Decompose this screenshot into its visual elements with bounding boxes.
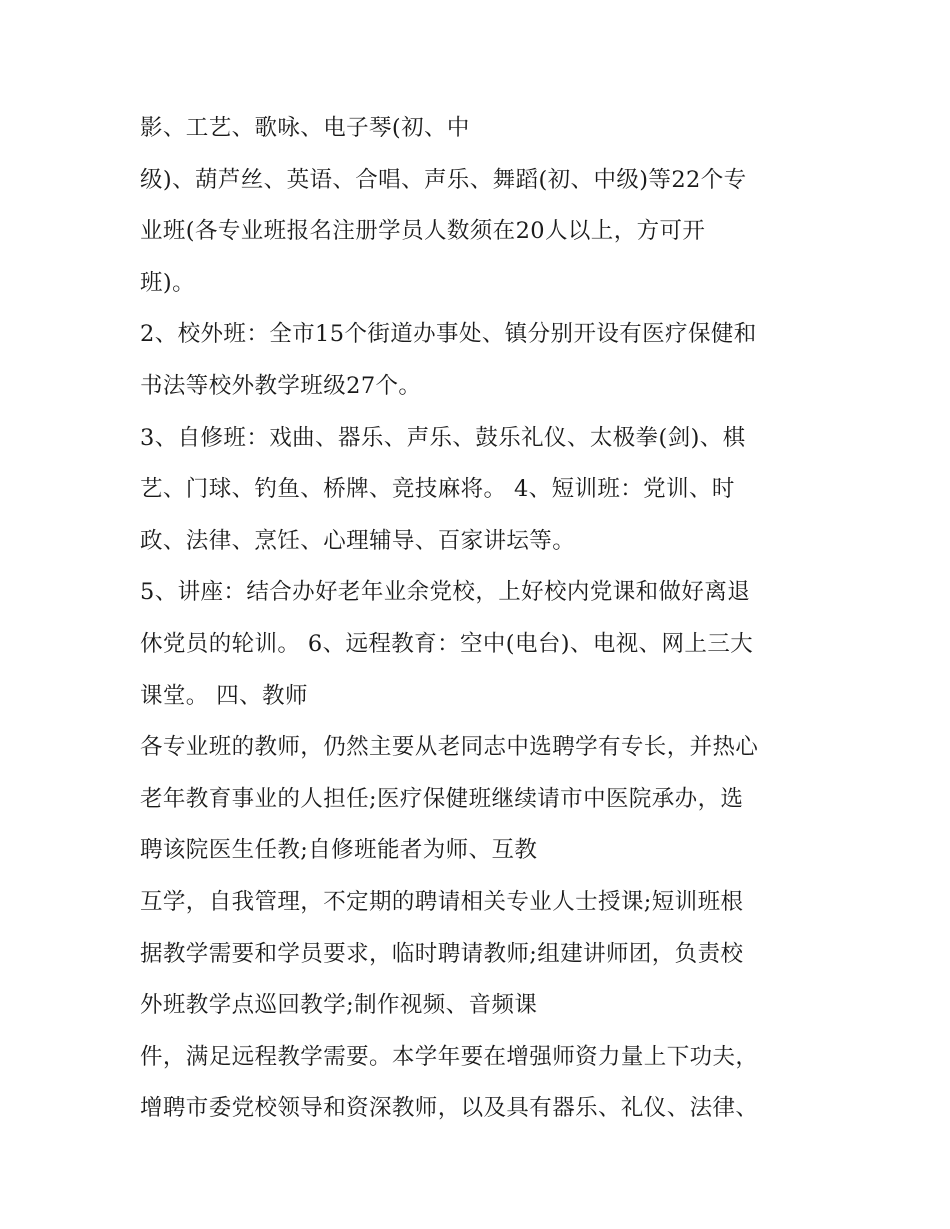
text-line: 件，满足远程教学需要。本学年要在增强师资力量上下功夫， [140,1043,759,1070]
text-line: 各专业班的教师，仍然主要从老同志中选聘学有专长，并热心 [140,734,759,761]
text-line: 外班教学点巡回教学;制作视频、音频课 [140,992,538,1019]
text-line: 增聘市委党校领导和资深教师，以及具有器乐、礼仪、法律、 [140,1095,759,1122]
text-line: 互学，自我管理，不定期的聘请相关专业人士授课;短训班根 [140,888,744,915]
text-line: 班)。 [140,269,195,296]
text-line: 艺、门球、钓鱼、桥牌、竞技麻将。 4、短训班：党训、时 [140,476,735,503]
text-line: 5、讲座：结合办好老年业余党校，上好校内党课和做好离退 [140,579,751,606]
text-line: 老年教育事业的人担任;医疗保健班继续请市中医院承办，选 [140,785,744,812]
text-line: 据教学需要和学员要求，临时聘请教师;组建讲师团，负责校 [140,940,744,967]
text-line: 影、工艺、歌咏、电子琴(初、中 [140,115,470,141]
text-line: 聘该院医生任教;自修班能者为师、互教 [140,837,538,864]
text-line: 级)、葫芦丝、英语、合唱、声乐、舞蹈(初、中级)等22个专 [140,166,747,193]
text-line: 休党员的轮训。 6、远程教育：空中(电台)、电视、网上三大 [140,630,754,657]
text-line: 2、校外班：全市15个街道办事处、镇分别开设有医疗保健和 [140,321,757,348]
text-line: 课堂。 四、教师 [140,682,308,709]
text-line: 书法等校外教学班级27个。 [140,372,422,399]
text-line: 3、自修班：戏曲、器乐、声乐、鼓乐礼仪、太极拳(剑)、棋 [140,424,746,451]
text-line: 业班(各专业班报名注册学员人数须在20人以上，方可开 [140,218,706,245]
text-line: 政、法律、烹饪、心理辅导、百家讲坛等。 [140,527,576,554]
document-body [140,103,840,1135]
